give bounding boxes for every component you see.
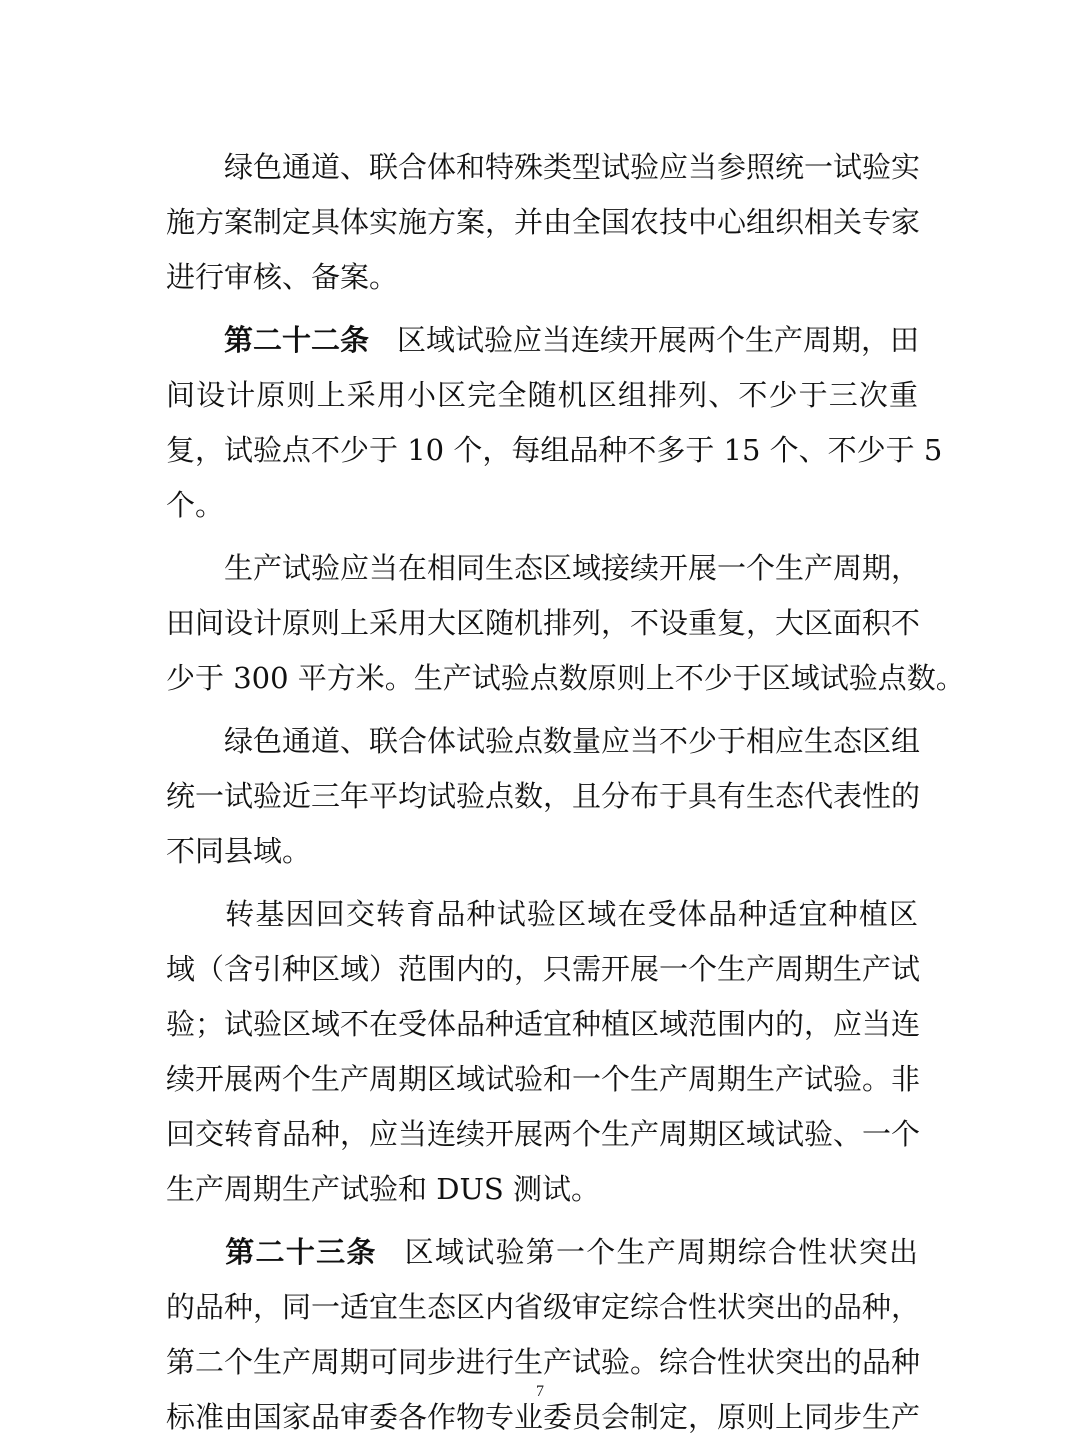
paragraph-green-channel-scheme — [166, 140, 921, 305]
article-22 — [166, 313, 943, 533]
text-line: 验；试验区域不在受体品种适宜种植区域范围内的，应当连 — [166, 1007, 921, 1041]
text-line: 的品种，同一适宜生态区内省级审定综合性状突出的品种， — [166, 1290, 921, 1324]
text-line: 个。 — [166, 488, 225, 522]
text-line: 少于 300 平方米。生产试验点数原则上不少于区域试验点数。 — [166, 661, 965, 695]
document-body — [166, 140, 965, 1445]
paragraph-green-channel-sites — [166, 714, 921, 879]
text-line: 不同县域。 — [166, 834, 312, 868]
text-line: 回交转育品种，应当连续开展两个生产周期区域试验、一个 — [166, 1117, 921, 1151]
text-line: 田间设计原则上采用大区随机排列，不设重复，大区面积不 — [166, 606, 921, 640]
paragraph-transgenic-backcross — [166, 887, 921, 1217]
text-line: 第二个生产周期可同步进行生产试验。综合性状突出的品种 — [166, 1345, 921, 1379]
text-line: 统一试验近三年平均试验点数，且分布于具有生态代表性的 — [166, 779, 921, 813]
paragraph-production-trial — [166, 541, 965, 706]
article-number: 第二十三条 — [224, 1235, 377, 1269]
article-number: 第二十二条 — [224, 323, 370, 357]
text-line: 区域试验应当连续开展两个生产周期，田 — [397, 323, 920, 357]
text-line: 标准由国家品审委各作物专业委员会制定，原则上同步生产 — [166, 1400, 921, 1434]
text-line: 生产周期生产试验和 DUS 测试。 — [166, 1172, 600, 1206]
article-23 — [166, 1225, 921, 1445]
text-line: 生产试验应当在相同生态区域接续开展一个生产周期， — [224, 551, 921, 585]
page-number: 7 — [536, 1383, 544, 1400]
text-line: 续开展两个生产周期区域试验和一个生产周期生产试验。非 — [166, 1062, 921, 1096]
text-line: 间设计原则上采用小区完全随机区组排列、不少于三次重 — [166, 378, 918, 412]
text-line: 复，试验点不少于 10 个，每组品种不多于 15 个、不少于 5 — [166, 433, 943, 467]
text-line: 绿色通道、联合体试验点数量应当不少于相应生态区组 — [224, 724, 921, 758]
text-line: 转基因回交转育品种试验区域在受体品种适宜种植区 — [224, 897, 918, 931]
text-line: 进行审核、备案。 — [166, 260, 399, 294]
text-line: 域（含引种区域）范围内的，只需开展一个生产周期生产试 — [166, 952, 921, 986]
text-line: 施方案制定具体实施方案，并由全国农技中心组织相关专家 — [166, 205, 921, 239]
text-line: 绿色通道、联合体和特殊类型试验应当参照统一试验实 — [224, 150, 921, 184]
text-line: 区域试验第一个生产周期综合性状突出 — [404, 1235, 918, 1269]
